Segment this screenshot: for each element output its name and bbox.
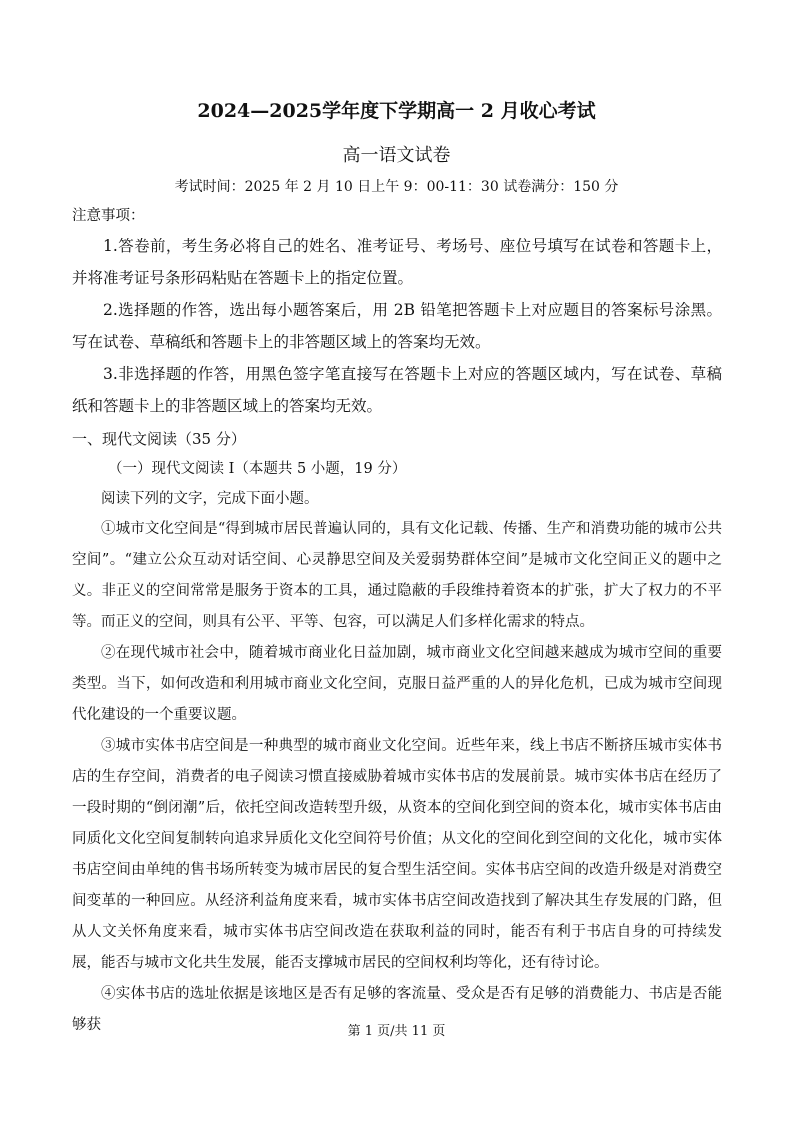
reading-paragraph-3: ③城市实体书店空间是一种典型的城市商业文化空间。近些年来，线上书店不断挤压城市实体书店的生存空间，消费者的电子阅读习惯直接威胁着城市实体书店的发展前景。城市实体书店在经历了一段时期的“倒闭潮”后，依托空间改造转型升级，从资本的空间化到空间的资本化，城市实体书店由同质化文化空间复制转向追求异质化文化空间符号价值；从文化的空间化到空间的文化化，城市实体书店空间由单纯的售书场所转变为城市居民的复合型生活空间。实体书店空间的改造升级是对消费空间变革的一种回应。从经济利益角度来看，城市实体书店空间改造找到了解决其生存发展的门路，但从人文关怀角度来看，城市实体书店空间改造在获取利益的同时，能否有利于书店自身的可持续发展，能否与城市文化共生发展，能否支撑城市居民的空间权利均等化，还有待讨论。 [72, 738, 722, 971]
subsection-heading: （一）现代文阅读 I（本题共 5 小题，19 分） [108, 461, 407, 477]
notice-heading: 注意事项： [72, 208, 145, 224]
reading-instruction: 阅读下列的文字，完成下面小题。 [101, 491, 319, 507]
exam-title: 2024—2025学年度下学期高一 2 月收心考试 [197, 100, 596, 122]
exam-content [72, 202, 722, 1041]
notice-item-2: 2.选择题的作答，选出每小题答案后，用 2B 铅笔把答题卡上对应题目的答案标号涂黑。写在试卷、草稿纸和答题卡上的非答题区域上的答案均无效。 [72, 301, 722, 351]
section-heading: 一、现代文阅读（35 分） [72, 430, 246, 448]
notice-item-1: 1.答卷前，考生务必将自己的姓名、准考证号、考场号、座位号填写在试卷和答题卡上，并将准考证号条形码粘贴在答题卡上的指定位置。 [72, 237, 722, 287]
reading-paragraph-2: ②在现代城市社会中，随着城市商业化日益加剧，城市商业文化空间越来越成为城市空间的重要类型。当下，如何改造和利用城市商业文化空间，克服日益严重的人的异化危机，已成为城市空间现代化建设的一个重要议题。 [72, 645, 722, 723]
notice-item-3: 3.非选择题的作答，用黑色签字笔直接写在答题卡上对应的答题区域内，写在试卷、草稿纸和答题卡上的非答题区域上的答案均无效。 [72, 365, 722, 415]
page-number: 第 1 页/共 11 页 [347, 1024, 446, 1039]
exam-subtitle: 高一语文试卷 [342, 145, 451, 166]
exam-meta: 考试时间：2025 年 2 月 10 日上午 9：00-11：30 试卷满分：150 分 [174, 179, 619, 195]
reading-paragraph-4: ④实体书店的选址依据是该地区是否有足够的客流量、受众是否有足够的消费能力、书店是否能够获 [72, 986, 722, 1033]
reading-paragraph-1: ①城市文化空间是“得到城市居民普遍认同的，具有文化记载、传播、生产和消费功能的城市公共空间”。“建立公众互动对话空间、心灵静思空间及关爱弱势群体空间”是城市文化空间正义的题中之义。非正义的空间常常是服务于资本的工具，通过隐蔽的手段维持着资本的扩张，扩大了权力的不平等。而正义的空间，则具有公平、平等、包容，可以满足人们多样化需求的特点。 [72, 521, 722, 630]
